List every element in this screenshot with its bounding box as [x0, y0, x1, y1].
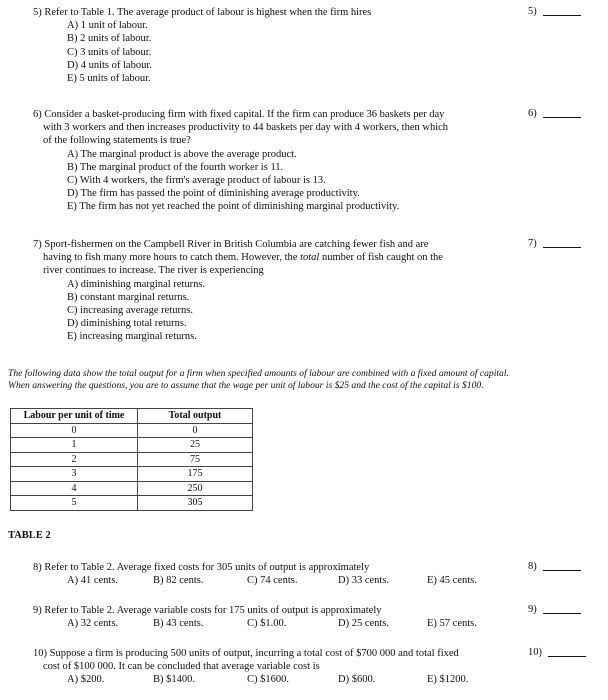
question-10-option-c: C) $1600. — [247, 674, 289, 686]
question-6-number: 6) — [528, 108, 537, 119]
table-row: 4 250 — [11, 481, 253, 496]
question-6-option-c: C) With 4 workers, the firm's average product of labour is 13. — [67, 175, 326, 187]
question-5-option-a: A) 1 unit of labour. — [67, 20, 148, 32]
question-8-option-b: B) 82 cents. — [153, 575, 204, 587]
question-8-options — [33, 574, 518, 587]
header-labour: Labour per unit of time — [11, 409, 138, 424]
table-row: 1 25 — [11, 438, 253, 453]
table-row: 3 175 — [11, 467, 253, 482]
question-6-answer-line[interactable] — [528, 108, 600, 119]
question-9-option-c: C) $1.00. — [247, 618, 287, 630]
question-5-number: 5) — [528, 6, 537, 17]
question-5-option-e: E) 5 units of labour. — [67, 73, 151, 85]
table-intro-line2: When answering the questions, you are to assume that the wage per unit of labour is $25 and the cost of the capital is $100. — [8, 380, 484, 391]
table-row: 5 305 — [11, 496, 253, 511]
question-7 — [33, 238, 518, 344]
question-7-option-b: B) constant marginal returns. — [67, 291, 190, 303]
question-7-stem-line2: having to fish many more hours to catch them. However, the total number of fish caught on the — [43, 252, 443, 264]
question-6-option-e: E) The firm has not yet reached the point of diminishing marginal productivity. — [67, 201, 400, 213]
question-7-option-d: D) diminishing total returns. — [67, 318, 187, 330]
question-9-option-b: B) 43 cents. — [153, 618, 204, 630]
question-7-option-c: C) increasing average returns. — [67, 305, 193, 317]
question-6-option-d: D) The firm has passed the point of diminishing average productivity. — [67, 188, 360, 200]
question-7-option-e: E) increasing marginal returns. — [67, 331, 197, 343]
question-9-option-a: A) 32 cents. — [67, 618, 119, 630]
question-10-number: 10) — [528, 647, 542, 658]
question-9-answer-line[interactable] — [528, 604, 600, 615]
question-8 — [33, 561, 518, 587]
question-6-option-b: B) The marginal product of the fourth worker is 11. — [67, 161, 284, 173]
question-8-option-e: E) 45 cents. — [427, 575, 477, 587]
question-10-option-b: B) $1400. — [153, 674, 195, 686]
question-5-stem: 5) Refer to Table 1. The average product of labour is highest when the firm hires — [33, 7, 372, 18]
question-9 — [33, 604, 518, 630]
question-9-option-e: E) 57 cents. — [427, 618, 477, 630]
question-10-options — [33, 673, 518, 686]
question-5-option-c: C) 3 units of labour. — [67, 46, 152, 58]
question-9-option-d: D) 25 cents. — [338, 618, 390, 630]
question-10-option-a: A) $200. — [67, 674, 105, 686]
table-row: 2 75 — [11, 452, 253, 467]
question-5 — [33, 6, 518, 85]
question-7-option-a: A) diminishing marginal returns. — [67, 278, 206, 290]
question-8-answer-line[interactable] — [528, 561, 600, 572]
table-intro-line1: The following data show the total output for a firm when specified amounts of labour are combined with a fixed amount of capital. — [8, 368, 509, 379]
table-header-row — [11, 409, 253, 424]
question-10 — [33, 647, 518, 687]
table-row: 0 0 — [11, 423, 253, 438]
question-5-answer-line[interactable] — [528, 6, 600, 17]
question-9-options — [33, 617, 518, 630]
question-8-option-c: C) 74 cents. — [247, 575, 298, 587]
question-5-option-b: B) 2 units of labour. — [67, 33, 152, 45]
header-total-output: Total output — [138, 409, 253, 424]
data-table — [10, 408, 253, 511]
question-6-stem-line3: of the following statements is true? — [43, 135, 191, 147]
question-6 — [33, 108, 518, 214]
question-6-stem-line2: with 3 workers and then increases productivity to 44 baskets per day with 4 workers, then which — [43, 122, 449, 134]
question-10-answer-line[interactable] — [528, 647, 600, 658]
question-7-italic-word: total — [300, 252, 320, 264]
question-6-stem-line1: 6) Consider a basket-producing firm with fixed capital. If the firm can produce 36 baskets per day — [33, 109, 445, 120]
table-intro — [8, 368, 600, 392]
question-10-stem-line1: 10) Suppose a firm is producing 500 units of output, incurring a total cost of $700 000 and total fixed — [33, 648, 459, 659]
question-5-option-d: D) 4 units of labour. — [67, 59, 152, 71]
question-8-stem: 8) Refer to Table 2. Average fixed costs for 305 units of output is approximately — [33, 562, 370, 573]
question-7-answer-line[interactable] — [528, 238, 600, 249]
question-6-option-a: A) The marginal product is above the average product. — [67, 148, 297, 160]
question-10-option-e: E) $1200. — [427, 674, 469, 686]
question-10-stem-line2: cost of $100 000. It can be concluded that average variable cost is — [43, 661, 320, 673]
question-10-option-d: D) $600. — [338, 674, 376, 686]
table-title: TABLE 2 — [8, 530, 51, 541]
question-7-stem-line3: river continues to increase. The river is experiencing — [43, 265, 264, 277]
question-8-number: 8) — [528, 561, 537, 572]
question-7-number: 7) — [528, 238, 537, 249]
question-8-option-d: D) 33 cents. — [338, 575, 390, 587]
question-9-stem: 9) Refer to Table 2. Average variable costs for 175 units of output is approximately — [33, 605, 382, 616]
question-8-option-a: A) 41 cents. — [67, 575, 119, 587]
question-7-stem-line1: 7) Sport-fishermen on the Campbell River in British Columbia are catching fewer fish and are — [33, 239, 429, 250]
question-9-number: 9) — [528, 604, 537, 615]
